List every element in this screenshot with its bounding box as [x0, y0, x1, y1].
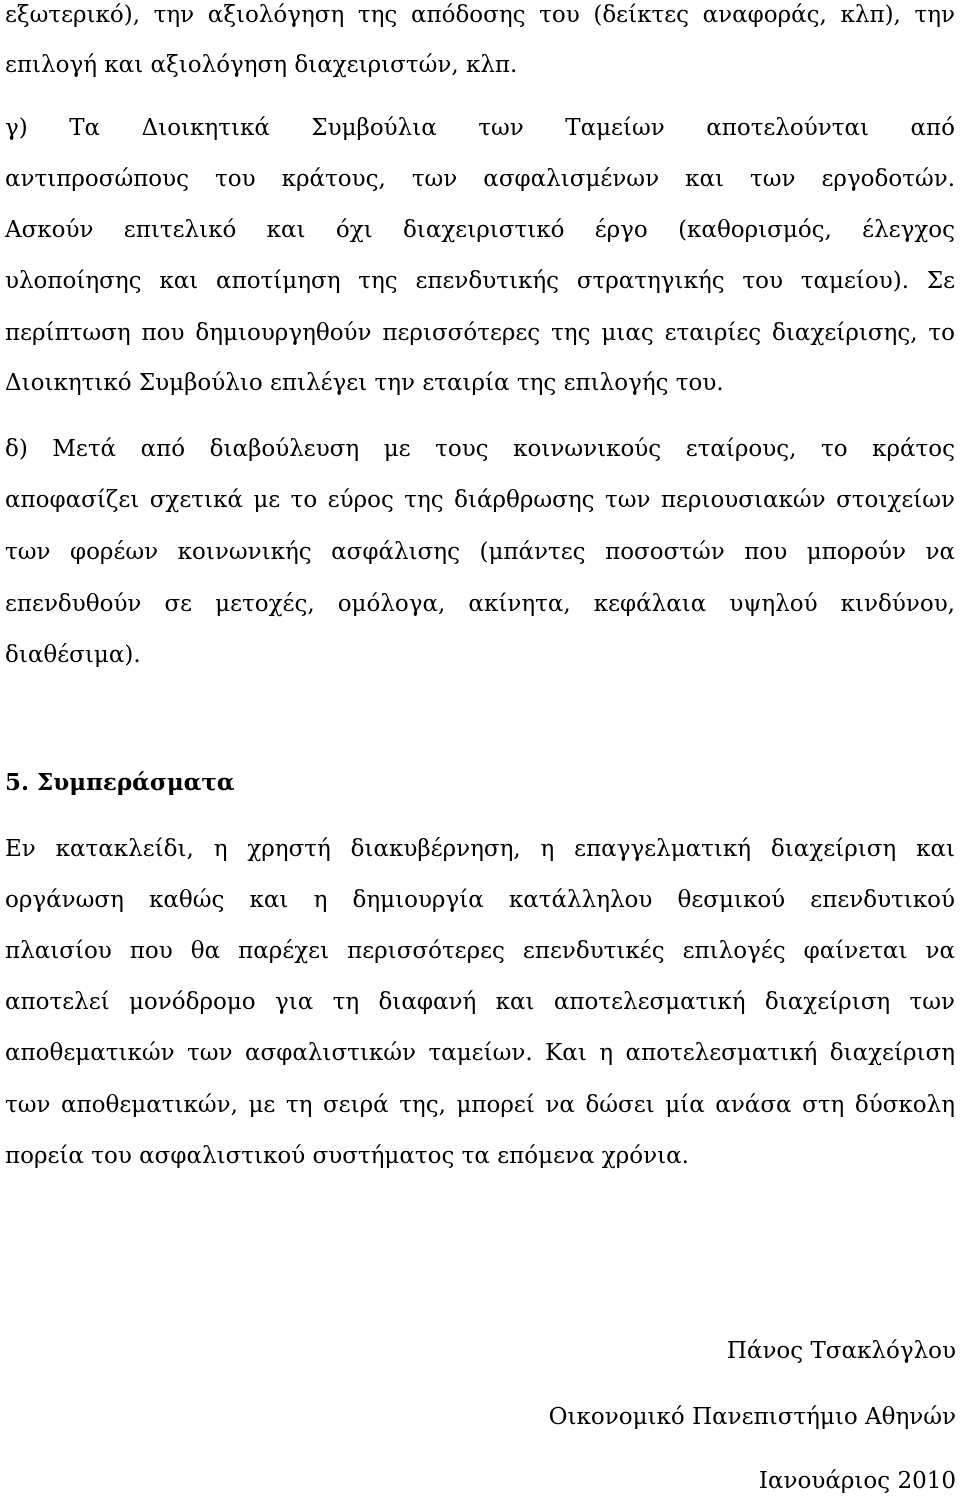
text-line: αποθεματικών των ασφαλιστικών ταμείων. Και η αποτελεσματική διαχείριση [5, 1040, 955, 1066]
text-line: δ) Μετά από διαβούλευση με τους κοινωνικούς εταίρους, το κράτος [5, 436, 955, 462]
text-line: πορεία του ασφαλιστικού συστήματος τα επόμενα χρόνια. [5, 1143, 689, 1169]
text-line: πλαισίου που θα παρέχει περισσότερες επενδυτικές επιλογές φαίνεται να [5, 938, 955, 964]
author-name: Πάνος Τσακλόγλου [726, 1338, 956, 1364]
author-affiliation: Οικονομικό Πανεπιστήμιο Αθηνών [548, 1404, 956, 1430]
text-line: των φορέων κοινωνικής ασφάλισης (μπάντες ποσοστών που μπορούν να [5, 539, 955, 565]
text-line: Εν κατακλείδι, η χρηστή διακυβέρνηση, η επαγγελματική διαχείριση και [5, 836, 955, 862]
text-line: επιλογή και αξιολόγηση διαχειριστών, κλπ. [5, 52, 518, 78]
text-line: υλοποίησης και αποτίμηση της επενδυτικής στρατηγικής του ταμείου). Σε [5, 268, 955, 294]
text-line: οργάνωση καθώς και η δημιουργία κατάλληλου θεσμικού επενδυτικού [5, 887, 955, 913]
section-heading: 5. Συμπεράσματα [5, 769, 235, 796]
text-line: περίπτωση που δημιουργηθούν περισσότερες της μιας εταιρίες διαχείρισης, το [5, 320, 955, 346]
text-line: Ασκούν επιτελικό και όχι διαχειριστικό έργο (καθορισμός, έλεγχος [5, 217, 955, 243]
text-line: αποφασίζει σχετικά με το εύρος της διάρθρωσης των περιουσιακών στοιχείων [5, 487, 955, 513]
text-line: γ) Τα Διοικητικά Συμβούλια των Ταμείων αποτελούνται από [5, 115, 955, 141]
text-line: διαθέσιμα). [5, 642, 141, 668]
text-line: επενδυθούν σε μετοχές, ομόλογα, ακίνητα, κεφάλαια υψηλού κινδύνου, [5, 591, 955, 617]
document-date: Ιανουάριος 2010 [758, 1468, 956, 1494]
text-line: εξωτερικό), την αξιολόγηση της απόδοσης του (δείκτες αναφοράς, κλπ), την [5, 2, 955, 28]
text-line: αντιπροσώπους του κράτους, των ασφαλισμένων και των εργοδοτών. [5, 166, 955, 192]
text-line: αποτελεί μονόδρομο για τη διαφανή και αποτελεσματική διαχείριση των [5, 989, 955, 1015]
text-line: Διοικητικό Συμβούλιο επιλέγει την εταιρία της επιλογής του. [5, 370, 724, 396]
text-line: των αποθεματικών, με τη σειρά της, μπορεί να δώσει μία ανάσα στη δύσκολη [5, 1092, 955, 1118]
